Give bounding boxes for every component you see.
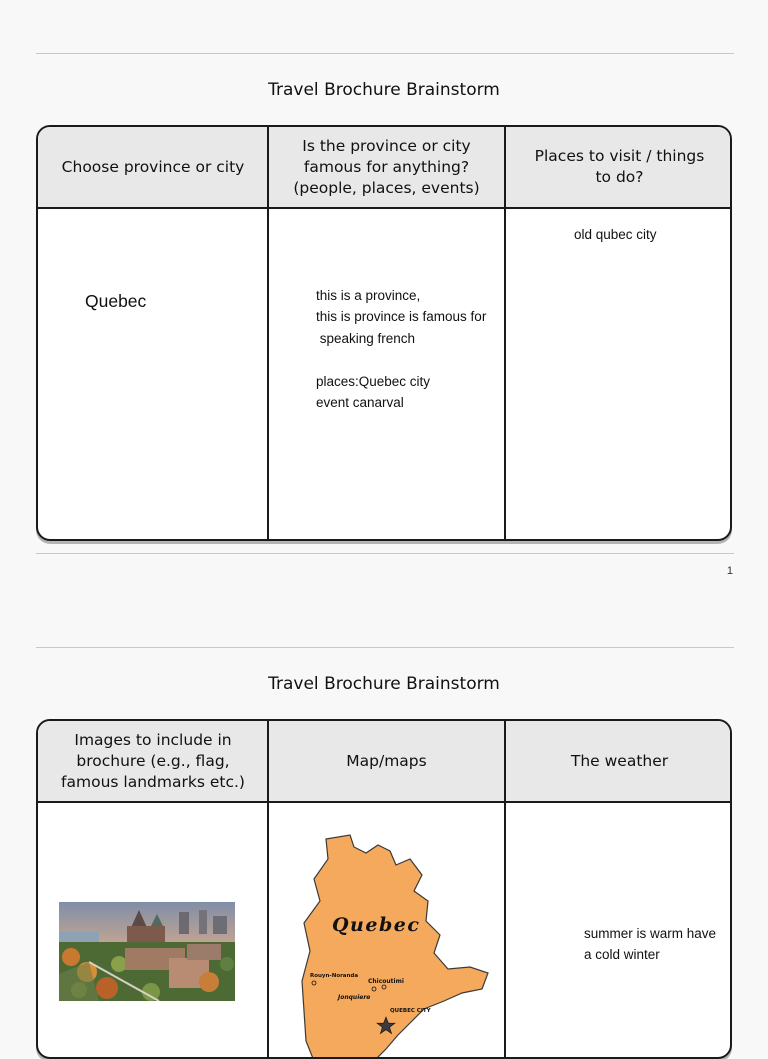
map-label-city: Chicoutimi (368, 978, 404, 985)
header-cell-weather: The weather (505, 721, 732, 803)
header-cell-images: Images to include in brochure (e.g., flag, famous landmarks etc.) (38, 721, 268, 803)
weather-value[interactable]: summer is warm have a cold winter (584, 926, 717, 963)
map-label-city: Jonquiere (338, 994, 371, 1001)
quebec-map[interactable] (294, 831, 494, 1059)
map-label-city: Rouyn-Noranda (310, 973, 359, 979)
page-title: Travel Brochure Brainstorm (268, 674, 500, 694)
column-divider (267, 127, 269, 539)
header-cell-province: Choose province or city (38, 127, 268, 209)
header-cell-famous: Is the province or city famous for anything? (people, places, events) (268, 127, 505, 209)
page-title: Travel Brochure Brainstorm (268, 80, 500, 100)
map-label-capital: QUEBEC CITY (390, 1008, 431, 1014)
page-bottom-rule (36, 553, 734, 554)
brainstorm-table (36, 125, 732, 541)
places-value[interactable]: old qubec city (574, 227, 657, 242)
quebec-city-photo[interactable] (59, 902, 235, 1001)
column-divider (504, 127, 506, 539)
brainstorm-table (36, 719, 732, 1059)
header-cell-maps: Map/maps (268, 721, 505, 803)
map-label-region: Quebec (332, 914, 421, 936)
column-divider (504, 721, 506, 1057)
page-top-rule (36, 53, 734, 54)
map-province-shape (302, 835, 488, 1059)
famous-for-value[interactable]: this is a province, this is province is famous for speaking french places:Quebec city event canarval (316, 288, 487, 411)
page-number: 1 (726, 565, 733, 577)
province-value[interactable]: Quebec (85, 291, 147, 311)
page-top-rule (36, 647, 734, 648)
column-divider (267, 721, 269, 1057)
header-cell-places: Places to visit / things to do? (505, 127, 732, 209)
